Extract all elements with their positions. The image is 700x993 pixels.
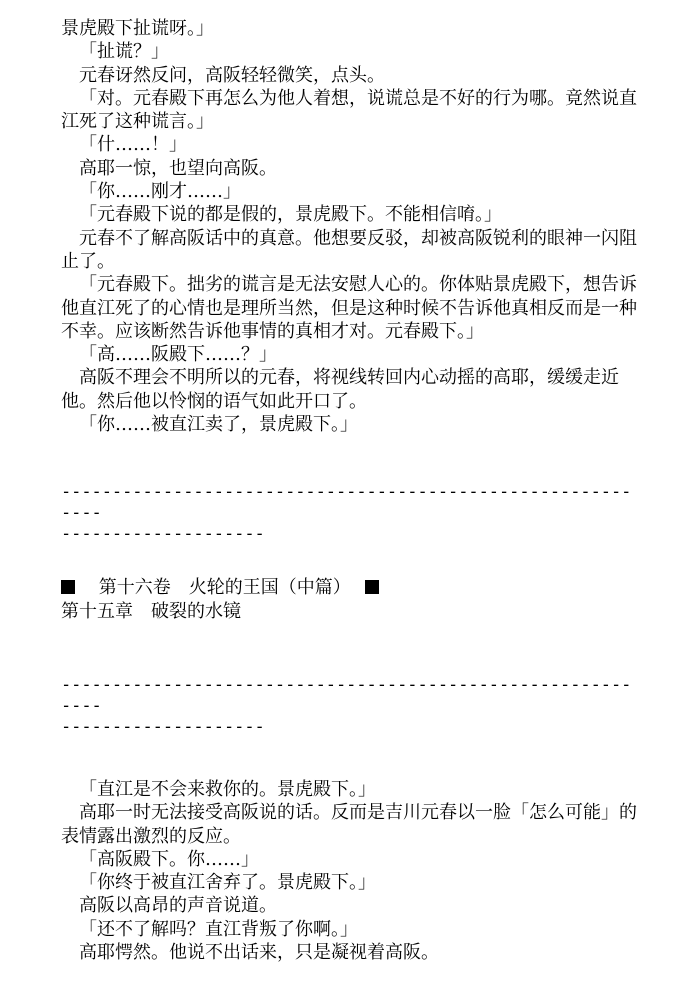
paragraph: 高耶一惊，也望向高阪。 [79, 157, 277, 179]
chapter-title: 第十五章 破裂的水镜 [61, 600, 241, 622]
volume-title-text: 第十六卷 火轮的王国（中篇） [98, 577, 342, 599]
paragraph: 「直江是不会来救你的。景虎殿下。」 [79, 778, 376, 800]
divider-line: ------------------------------------------------------------ [61, 674, 632, 716]
paragraph: 元春不了解高阪话中的真意。他想要反驳，却被高阪锐利的眼神一闪阻止了。 [61, 227, 637, 272]
paragraph: 高阪不理会不明所以的元春，将视线转回内心动摇的高耶，缓缓走近他。然后他以怜悯的语气如此开口了。 [61, 367, 619, 412]
paragraph: 高耶一时无法接受高阪说的话。反而是吉川元春以一脸「怎么可能」的表情露出激烈的反应。 [61, 802, 637, 847]
text-block-1 [61, 17, 641, 436]
paragraph: 「高阪殿下。你……」 [79, 848, 259, 870]
paragraph: 「你……刚才……」 [79, 181, 241, 203]
paragraph: 高阪以高昂的声音说道。 [79, 895, 277, 917]
chapter-heading [61, 576, 641, 623]
divider-line: -------------------- [61, 716, 265, 737]
paragraph: 「元春殿下说的都是假的，景虎殿下。不能相信唷。」 [79, 204, 502, 226]
paragraph: 「还不了解吗？直江背叛了你啊。」 [79, 918, 358, 940]
paragraph: 元春讶然反问，高阪轻轻微笑，点头。 [79, 64, 385, 86]
divider-line: -------------------- [61, 524, 265, 545]
section-divider [61, 482, 641, 545]
section-divider [61, 675, 641, 738]
paragraph: 景虎殿下扯谎呀。」 [61, 18, 214, 39]
text-block-2 [61, 778, 641, 964]
paragraph: 「扯谎？」 [79, 41, 169, 63]
black-square-icon [61, 580, 75, 594]
divider-line: ------------------------------------------------------------ [61, 482, 632, 524]
paragraph: 「对。元春殿下再怎么为他人着想，说谎总是不好的行为哪。竟然说直江死了这种谎言。」 [61, 87, 637, 133]
paragraph: 高耶愕然。他说不出话来，只是凝视着高阪。 [79, 942, 439, 964]
document-page [61, 17, 641, 964]
paragraph: 「你……被直江卖了，景虎殿下。」 [79, 414, 358, 436]
paragraph: 「什……！」 [79, 134, 187, 156]
paragraph: 「你终于被直江舍弃了。景虎殿下。」 [79, 872, 376, 894]
black-square-icon [365, 580, 379, 594]
paragraph: 「高……阪殿下……？」 [79, 344, 277, 366]
volume-title [61, 576, 641, 599]
paragraph: 「元春殿下。拙劣的谎言是无法安慰人心的。你体贴景虎殿下，想告诉他直江死了的心情也是理所当然，但是这种时候不告诉他真相反而是一种不幸。应该断然告诉他事情的真相才对。元春殿下。」 [61, 274, 637, 342]
